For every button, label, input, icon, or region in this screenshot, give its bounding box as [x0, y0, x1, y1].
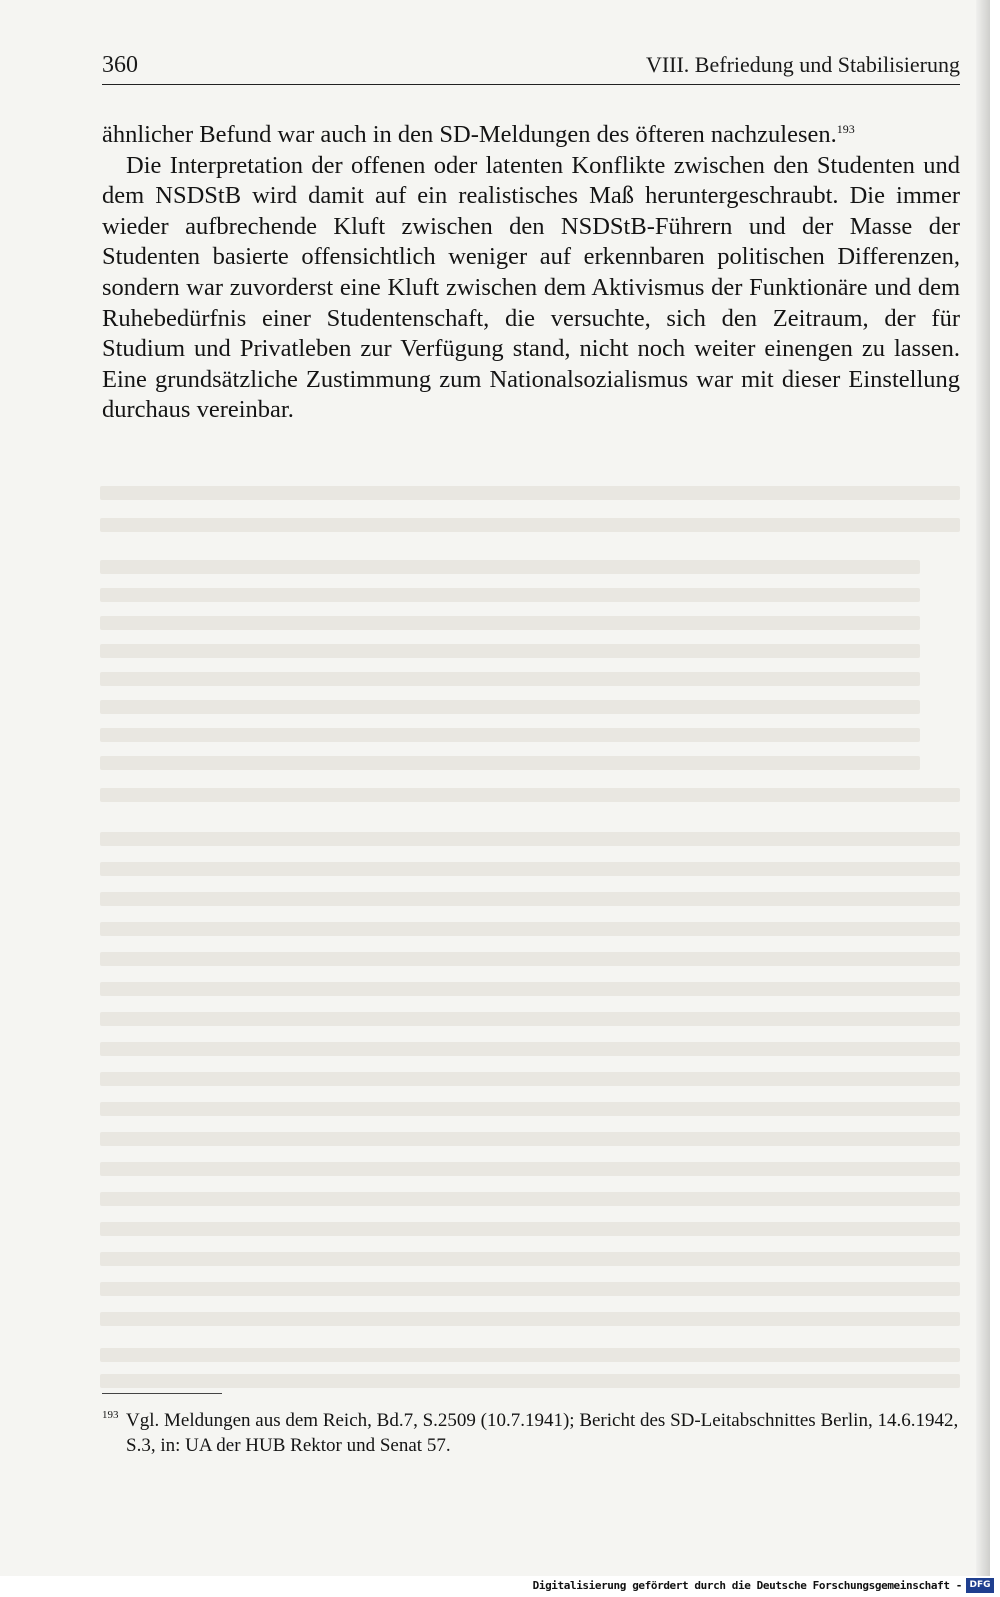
- bleed-through-line: [100, 1102, 960, 1116]
- bleed-through-line: [100, 728, 920, 742]
- bleed-through-line: [100, 832, 960, 846]
- bleed-through-line: [100, 1072, 960, 1086]
- bleed-through-line: [100, 560, 920, 574]
- bleed-through-line: [100, 1348, 960, 1362]
- bleed-through-line: [100, 788, 960, 802]
- bleed-through-line: [100, 1312, 960, 1326]
- bleed-through-line: [100, 1282, 960, 1296]
- bleed-through-line: [100, 1162, 960, 1176]
- paragraph: Die Interpretation der offenen oder latenten Konflikte zwischen den Studenten und dem NSDStB wird damit auf ein realistisches Maß heruntergeschraubt. Die immer wieder aufbrechende Kluft zwischen den NSDStB-Führern und der Masse der Studenten basierte offensichtlich weniger auf erkennbaren politischen Differenzen, sondern war zuvorderst eine Kluft zwischen dem Aktivismus der Funktionäre und dem Ruhebedürfnis einer Studentenschaft, die versuchte, sich den Zeitraum, der für Studium und Privatleben zur Verfügung stand, nicht noch weiter einengen zu lassen. Eine grundsätzliche Zustimmung zum Nationalsozialismus war mit dieser Einstellung durchaus vereinbar.: [102, 151, 960, 424]
- bleed-through-line: [100, 1132, 960, 1146]
- bleed-through-line: [100, 486, 960, 500]
- footnote: [102, 1408, 960, 1458]
- footnote-marker: 193: [102, 1409, 119, 1421]
- bleed-through-line: [100, 922, 960, 936]
- bleed-through-line: [100, 1012, 960, 1026]
- paragraph: [102, 120, 960, 151]
- bleed-through-line: [100, 700, 920, 714]
- bleed-through-line: [100, 1192, 960, 1206]
- bleed-through-line: [100, 952, 960, 966]
- digitization-notice: Digitalisierung gefördert durch die Deutsche Forschungsgemeinschaft -: [532, 1579, 962, 1592]
- bleed-through-line: [100, 518, 960, 532]
- page-edge-shadow: [976, 0, 990, 1597]
- bleed-through-line: [100, 1374, 960, 1388]
- footnote-reference[interactable]: 193: [836, 121, 855, 136]
- footnote-divider: [102, 1393, 222, 1394]
- dfg-logo-icon: DFG: [966, 1578, 994, 1593]
- bleed-through-line: [100, 588, 920, 602]
- bleed-through-line: [100, 1222, 960, 1236]
- bleed-through-line: [100, 616, 920, 630]
- bleed-through-line: [100, 1252, 960, 1266]
- bleed-through-line: [100, 756, 920, 770]
- body-text: [102, 120, 960, 426]
- page-header: [102, 50, 960, 85]
- footnote-text: Vgl. Meldungen aus dem Reich, Bd.7, S.2509 (10.7.1941); Bericht des SD-Leitabschnittes Berlin, 14.6.1942, S.3, in: UA der HUB Rektor und Senat 57.: [126, 1410, 959, 1456]
- bleed-through-line: [100, 672, 920, 686]
- bleed-through-line: [100, 892, 960, 906]
- page-number: 360: [102, 52, 138, 78]
- bleed-through-line: [100, 982, 960, 996]
- bleed-through-line: [100, 862, 960, 876]
- bleed-through-line: [100, 644, 920, 658]
- running-head: VIII. Befriedung und Stabilisierung: [645, 52, 960, 77]
- digitization-footer: [0, 1576, 1000, 1597]
- bleed-through-line: [100, 1042, 960, 1056]
- paragraph-text: ähnlicher Befund war auch in den SD-Meldungen des öfteren nachzulesen.: [102, 121, 837, 148]
